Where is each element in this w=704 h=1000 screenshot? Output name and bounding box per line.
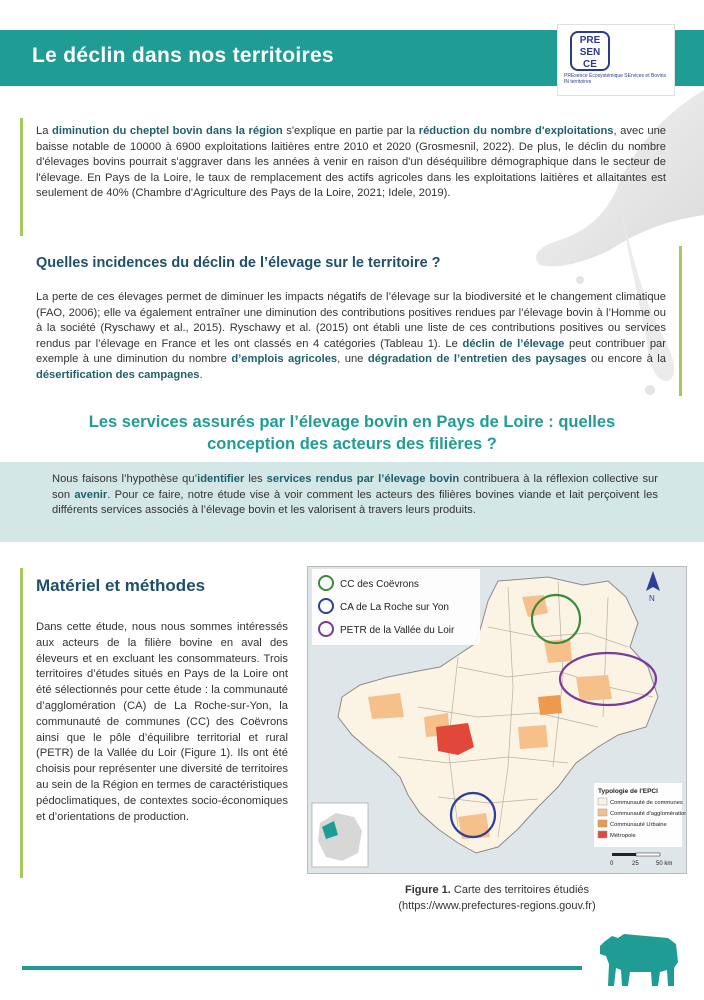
scale-bar-segment-1 [612,853,636,856]
q-bold-3: dégradation de l’entretien des paysages [367,353,587,365]
question-heading: Quelles incidences du déclin de l’élevage sur le territoire ? [36,255,441,271]
logo-letters-2: SEN [579,47,601,58]
methods-heading: Matériel et méthodes [36,576,206,595]
typology-swatch-metropole [598,831,607,838]
intro-paragraph [36,124,666,202]
presence-logo [557,24,675,96]
footer-line [22,966,582,970]
question-accent-bar [679,246,682,396]
q-text-5: . [199,368,203,381]
q-bold-2: d’emplois agricoles [231,353,338,365]
caption-line-1 [330,882,664,898]
scale-bar-segment-2 [636,853,660,856]
s-text-2: les [244,473,267,485]
q-text-2: peut contribuer par exemple à une diminution du nombre [36,337,666,365]
typology-swatch-cu [598,820,607,827]
typology-swatch-cc [598,798,607,805]
legend-label-coevrons: CC des Coëvrons [340,579,419,590]
intro-accent-bar [20,118,23,236]
typology-title: Typologie de l'EPCI [598,788,658,795]
north-label: N [649,594,655,603]
caption-source: (https://www.prefectures-regions.gouv.fr) [398,900,596,912]
s-bold-3: avenir [74,488,108,501]
q-text-4: ou encore à la [586,353,667,365]
legend-label-laroche: CA de La Roche sur Yon [340,602,449,613]
logo-letters-1: PRE [579,35,601,46]
s-text-3: contribuera à la réflexion collective sur son [52,473,658,501]
intro-bold-2: réduction du nombre d'exploitations [418,125,614,137]
services-heading-line-1: Les services assurés par l’élevage bovin en Pays de Loire : quelles [88,413,616,431]
s-bold-1: identifier [197,473,245,485]
typology-label-cc: Communauté de communes [610,800,683,806]
question-paragraph [36,290,666,383]
territories-map [307,566,687,874]
q-bold-1: déclin de l’élevage [462,337,565,350]
logo-monogram [570,31,610,71]
typology-label-cu: Communauté Urbaine [610,822,667,828]
q-text-1: La perte de ces élevages permet de diminuer les impacts négatifs de l’élevage sur la biodiversité et le changement climatique (FAO, 2006); elle va également entraîner une diminution des contributions positives rendues par l’élevage bovin à l’Homme ou à la société (Ryschawy et al., 2015). Ryschawy et al. (2015) ont établi une liste de ces contributions positives ou services rendus par l’élevage en France et les ont classés en 4 catégories (Tableau 1). Le [36,291,666,350]
intro-text-3: , avec une baisse notable de 10000 à 6900 exploitations laitières entre 2010 et 2020 (Grosmesnil, 2022). De plus, le déclin du nombre d'élevages bovins pourrait s'aggraver dans les années à venir en raison d'un déséquilibre démographique dans le secteur de l'élevage. En Pays de la Loire, le taux de remplacement des actifs agricoles dans les exploitations laitières et allaitantes est seulement de 40% (Chambre d'Agriculture des Pays de la Loire, 2021; Idele, 2019). [36,125,667,199]
figure-caption [330,882,664,914]
methods-accent-bar [20,568,23,878]
intro-bold-1: diminution du cheptel bovin dans la région [52,125,283,137]
cow-icon [598,928,686,988]
page-title: Le déclin dans nos territoires [32,44,334,67]
s-bold-2: services rendus par l’élevage bovin [266,473,460,485]
intro-text-2: s'explique en partie par la [282,125,419,137]
logo-letters-3: CE [583,59,597,70]
methods-paragraph: Dans cette étude, nous nous sommes intéressés aux acteurs de la filière bovine en aval des éleveurs et en excluant les consommateurs. Trois territoires d’études situés en Pays de la Loire ont été sélectionnés pour cette étude : la communauté d’agglomération (CA) de La Roche-sur-Yon, la communauté de communes (CC) des Coëvrons ainsi que le pôle d’équilibre territorial et rural (PETR) de la Vallée du Loir (Figure 1). Ils ont été choisis pour représenter une diversité de territoires au sein de la Région en termes de caractéristiques pédoclimatiques, de contextes socio-économiques et d’orientations de production. [36,621,288,823]
s-text-1: Nous faisons l’hypothèse qu’ [52,473,198,485]
q-bold-4: désertification des campagnes [36,368,200,381]
legend-label-vallee: PETR de la Vallée du Loir [340,625,455,636]
typology-swatch-ca [598,809,607,816]
logo-tagline: PREsence Écosystémique SErvices et Bovins IN territoires [564,73,666,85]
scale-label-50: 50 km [656,861,673,867]
s-text-4: . Pour ce faire, notre étude vise à voir comment les acteurs des filières bovines viande et lait perçoivent les différents services associés à l’élevage bovin et les valorisent à travers leurs produits. [52,488,658,516]
typology-label-ca: Communauté d'agglomération [610,811,686,817]
q-text-3: , une [337,353,368,365]
scale-label-0: 0 [610,861,614,867]
intro-text-1: La [36,125,52,137]
scale-label-25: 25 [632,861,639,867]
services-heading-line-2: conception des acteurs des filières ? [207,435,497,453]
caption-text: Carte des territoires étudiés [450,884,589,896]
services-heading [40,411,664,455]
caption-label: Figure 1. [404,884,451,896]
map-svg [308,567,686,873]
france-inset-shape [318,813,362,861]
typology-label-metropole: Métropole [610,833,636,839]
hypothesis-paragraph [52,472,658,519]
